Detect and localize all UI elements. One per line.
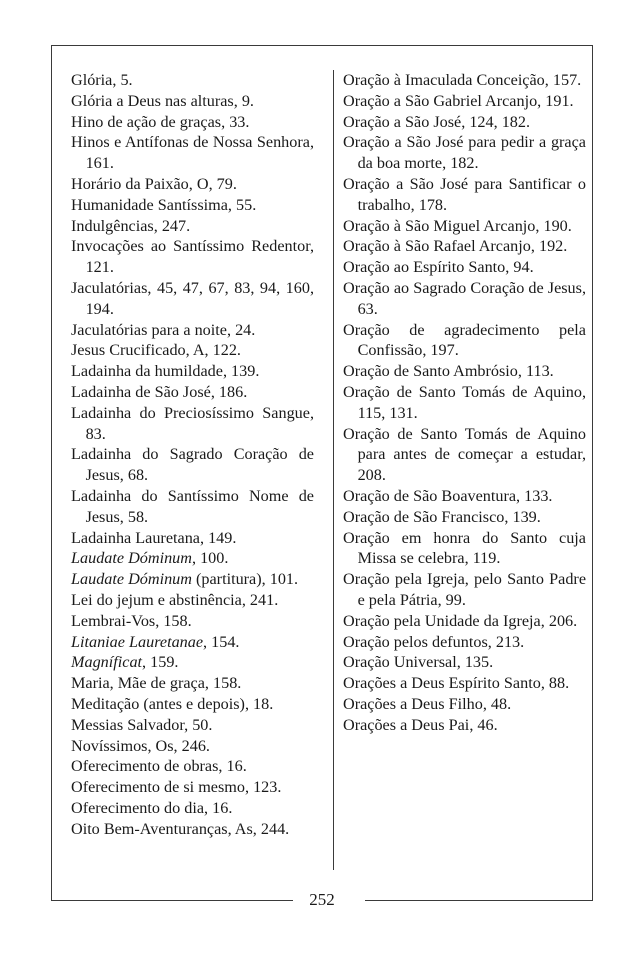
- index-entry-pages: , 83.: [85, 403, 314, 443]
- index-entry: [343, 507, 586, 528]
- index-entry-term: Laudate Dóminum: [71, 570, 192, 589]
- index-entry-term: Oração à São Rafael Arcanjo: [343, 237, 531, 256]
- index-entry-term: Oração a São José para Santificar o trabalho: [343, 174, 586, 214]
- index-entry-term: Humanidade Santíssima: [71, 195, 228, 214]
- index-entry: [71, 70, 314, 91]
- index-entry-pages: , 139.: [504, 507, 541, 526]
- index-entry-pages: , 139.: [222, 362, 260, 381]
- index-entry-term: Jaculatórias para a noite: [71, 320, 227, 339]
- page-number: 252: [309, 890, 335, 909]
- index-entry-term: Messias Salvador: [71, 715, 185, 734]
- index-entry-term: Glória a Deus nas alturas: [71, 91, 234, 110]
- index-entry-pages: , 121.: [85, 237, 314, 277]
- index-entry-term: Ladainha do Santíssimo Nome de Jesus: [71, 486, 314, 526]
- index-entry-pages: , 113.: [517, 362, 554, 381]
- index-entry: [343, 694, 586, 715]
- index-entry-pages: , 55.: [227, 195, 257, 214]
- index-entry-term: Litaniae Lauretanae: [71, 632, 204, 651]
- index-entry-pages: , 158.: [204, 674, 242, 693]
- index-entry: [71, 694, 314, 715]
- index-entry: [343, 112, 586, 133]
- index-entry-pages: , 133.: [516, 486, 553, 505]
- page-frame: [51, 45, 593, 909]
- index-entry-pages: , 33.: [221, 112, 250, 131]
- index-entry: [343, 652, 586, 673]
- index-entry-term: Meditação (antes e depois): [71, 694, 245, 713]
- index-entry-pages: , 79.: [208, 174, 237, 193]
- index-column-left: [71, 70, 314, 839]
- index-entry-term: Hinos e Antífonas de Nossa Senhora: [71, 133, 310, 152]
- index-entry-pages: , 94.: [505, 258, 534, 277]
- index-entry: [343, 382, 586, 424]
- index-entry: [343, 424, 586, 486]
- frame-top-rule: [51, 45, 593, 46]
- index-entry: [71, 777, 314, 798]
- index-entry-term: Oração à São Miguel Arcanjo: [343, 216, 536, 235]
- column-divider: [333, 70, 334, 870]
- index-entry: [343, 486, 586, 507]
- index-entry-pages: , 18.: [244, 694, 274, 713]
- index-entry: [343, 569, 586, 611]
- index-entry: [343, 528, 586, 570]
- index-entry: [71, 528, 314, 549]
- index-entry-term: Orações a Deus Pai: [343, 715, 470, 734]
- index-entry-pages: , 99.: [437, 590, 466, 609]
- index-column-right: [343, 70, 586, 736]
- index-entry-pages: , 158.: [155, 611, 192, 630]
- index-entry-pages: , 63.: [357, 278, 586, 318]
- index-entry: [71, 444, 314, 486]
- index-entry: [71, 195, 314, 216]
- index-entry-term: Oração pela Unidade da Igreja: [343, 611, 541, 630]
- index-entry-term: Oferecimento do dia: [71, 798, 205, 817]
- index-entry: [71, 548, 314, 569]
- index-entry-term: Invocações ao Santíssimo Redentor: [71, 237, 310, 256]
- index-entry: [71, 278, 314, 320]
- index-entry-pages: , 182.: [442, 154, 479, 173]
- index-entry: [343, 70, 586, 91]
- index-entry: [343, 673, 586, 694]
- index-entry-term: Oração pela Igreja, pelo Santo Padre e pela Pátria: [343, 570, 586, 609]
- index-entry-term: Oração Universal: [343, 653, 457, 672]
- index-entry-term: Horário da Paixão, O: [71, 174, 209, 193]
- index-entry: [71, 569, 314, 590]
- index-entry: [71, 486, 314, 528]
- index-entry: [343, 611, 586, 632]
- index-entry: [71, 611, 314, 632]
- index-entry-pages: , 5.: [112, 71, 133, 89]
- index-entry: [71, 403, 314, 445]
- index-entry-pages: , 208.: [357, 445, 586, 485]
- index-entry-term: Oração de São Boaventura: [343, 486, 517, 505]
- index-entry: [71, 361, 314, 382]
- index-entry-pages: , 68.: [119, 466, 149, 485]
- index-entry-term: Orações a Deus Espírito Santo: [343, 674, 541, 693]
- index-entry-pages: , 24.: [226, 320, 256, 339]
- index-entry-pages: , 115, 131.: [357, 382, 586, 422]
- index-entry: [343, 236, 586, 257]
- index-entry: [343, 174, 586, 216]
- index-entry-pages: , 197.: [422, 341, 459, 360]
- index-entry: [71, 216, 314, 237]
- index-entry: [71, 756, 314, 777]
- index-entry-term: Magníficat: [71, 653, 143, 672]
- index-entry: [71, 382, 314, 403]
- index-entry-term: Oração ao Sagrado Coração de Jesus: [343, 278, 582, 297]
- index-entry-term: Maria, Mãe de graça: [71, 674, 205, 693]
- index-entry-pages: , 213.: [487, 632, 525, 651]
- index-entry-pages: , 246.: [173, 736, 210, 755]
- index-entry-term: Ladainha de São José: [71, 382, 211, 401]
- index-entry-pages: , 178.: [410, 195, 448, 214]
- index-entry: [343, 320, 586, 362]
- index-entry: [71, 673, 314, 694]
- index-entry-term: Indulgências: [71, 216, 154, 235]
- index-entry: [343, 132, 586, 174]
- index-entry-term: Lei do jejum e abstinência: [71, 590, 242, 609]
- index-entry-pages: , 124, 182.: [461, 112, 531, 131]
- index-entry-term: Novíssimos, Os: [71, 736, 174, 755]
- index-entry: [71, 652, 314, 673]
- index-entry-term: Oferecimento de obras: [71, 757, 219, 776]
- index-entry-pages: , 100.: [191, 549, 229, 568]
- index-entry-term: Oração em honra do Santo cuja Missa se celebra: [343, 528, 586, 568]
- index-entry-pages: , 206.: [540, 611, 578, 630]
- index-entry: [343, 278, 586, 320]
- frame-right-rule: [592, 45, 593, 901]
- index-entry-term: Jesus Crucificado, A: [71, 341, 205, 360]
- index-entry-term: Ladainha da humildade: [71, 362, 223, 381]
- index-entry-pages: , 45, 47, 67, 83, 94, 160, 194.: [85, 278, 314, 318]
- index-entry: [71, 174, 314, 195]
- index-entry-pages: , 58.: [119, 507, 149, 526]
- frame-left-rule: [51, 45, 52, 901]
- index-entry: [71, 320, 314, 341]
- index-entry: [71, 798, 314, 819]
- index-entry-term: Oração à Imaculada Conceição: [343, 71, 545, 89]
- index-entry-term: Oração a São Gabriel Arcanjo: [343, 91, 538, 110]
- index-entry-term: Jaculatórias: [71, 278, 148, 297]
- index-entry-term: Oração a São José para pedir a graça da boa morte: [343, 133, 586, 173]
- index-entry-term: Ladainha do Sagrado Coração de Jesus: [71, 445, 314, 485]
- index-entry-term: Oração a São José: [343, 112, 462, 131]
- index-entry-term: Oração de São Francisco: [343, 507, 505, 526]
- index-entry: [71, 736, 314, 757]
- index-entry-pages: (partitura), 101.: [191, 570, 299, 589]
- index-entry: [343, 91, 586, 112]
- index-entry-term: Oração de Santo Tomás de Aquino: [343, 382, 582, 401]
- index-entry-pages: , 9.: [233, 91, 254, 110]
- index-entry: [343, 632, 586, 653]
- index-entry-term: Laudate Dóminum: [71, 549, 192, 568]
- index-entry-term: Oração ao Espírito Santo: [343, 258, 506, 277]
- index-entry: [71, 715, 314, 736]
- index-entry-pages: , 16.: [204, 798, 233, 817]
- index-entry-pages: , 154.: [203, 632, 240, 651]
- index-entry-pages: , 191.: [537, 91, 574, 110]
- index-entry-pages: , 247.: [153, 216, 191, 235]
- index-entry-term: Lembrai-Vos: [71, 611, 156, 630]
- index-entry: [71, 632, 314, 653]
- index-entry-term: Hino de ação de graças: [71, 112, 222, 131]
- index-entry-term: Oração de Santo Tomás de Aquino para antes de começar a estudar: [343, 424, 586, 464]
- index-entry-term: Oito Bem-Aventuranças, As: [71, 819, 253, 838]
- index-entry: [71, 236, 314, 278]
- index-entry-term: Oração de Santo Ambrósio: [343, 362, 518, 381]
- index-entry-pages: , 161.: [85, 133, 314, 173]
- index-entry-term: Oração pelos defuntos: [343, 632, 488, 651]
- index-entry-pages: , 149.: [199, 528, 237, 547]
- index-entry: [71, 590, 314, 611]
- index-entry: [343, 361, 586, 382]
- index-entry-term: Glória: [71, 71, 113, 89]
- index-entry-pages: , 241.: [241, 590, 279, 609]
- index-entry-pages: , 159.: [142, 653, 179, 672]
- index-entry-pages: , 192.: [530, 237, 568, 256]
- index-entry: [343, 216, 586, 237]
- index-entry-term: Ladainha do Preciosíssimo Sangue: [71, 403, 310, 422]
- index-entry-pages: , 48.: [482, 694, 512, 713]
- index-entry: [71, 112, 314, 133]
- index-entry-term: Oferecimento de si mesmo: [71, 778, 245, 797]
- index-entry-pages: , 46.: [469, 715, 498, 734]
- index-entry: [71, 91, 314, 112]
- index-entry-pages: , 88.: [540, 674, 570, 693]
- index-entry: [71, 132, 314, 174]
- index-entry: [71, 819, 314, 840]
- index-entry: [343, 715, 586, 736]
- index-entry: [343, 257, 586, 278]
- index-entry-term: Orações a Deus Filho: [343, 694, 483, 713]
- index-entry-pages: , 135.: [456, 653, 494, 672]
- index-entry-term: Oração de agradecimento pela Confissão: [343, 320, 586, 360]
- index-entry-pages: , 186.: [210, 382, 248, 401]
- index-entry-pages: , 190.: [535, 216, 572, 235]
- index-entry-pages: , 244.: [252, 819, 290, 838]
- index-entry-term: Ladainha Lauretana: [71, 528, 200, 547]
- index-entry-pages: , 157.: [544, 71, 582, 89]
- index-entry: [71, 340, 314, 361]
- index-entry-pages: , 16.: [218, 757, 247, 776]
- index-entry-pages: , 122.: [204, 341, 241, 360]
- index-entry-pages: , 119.: [464, 549, 501, 568]
- index-entry-pages: , 123.: [244, 778, 282, 797]
- index-entry-pages: , 50.: [184, 715, 213, 734]
